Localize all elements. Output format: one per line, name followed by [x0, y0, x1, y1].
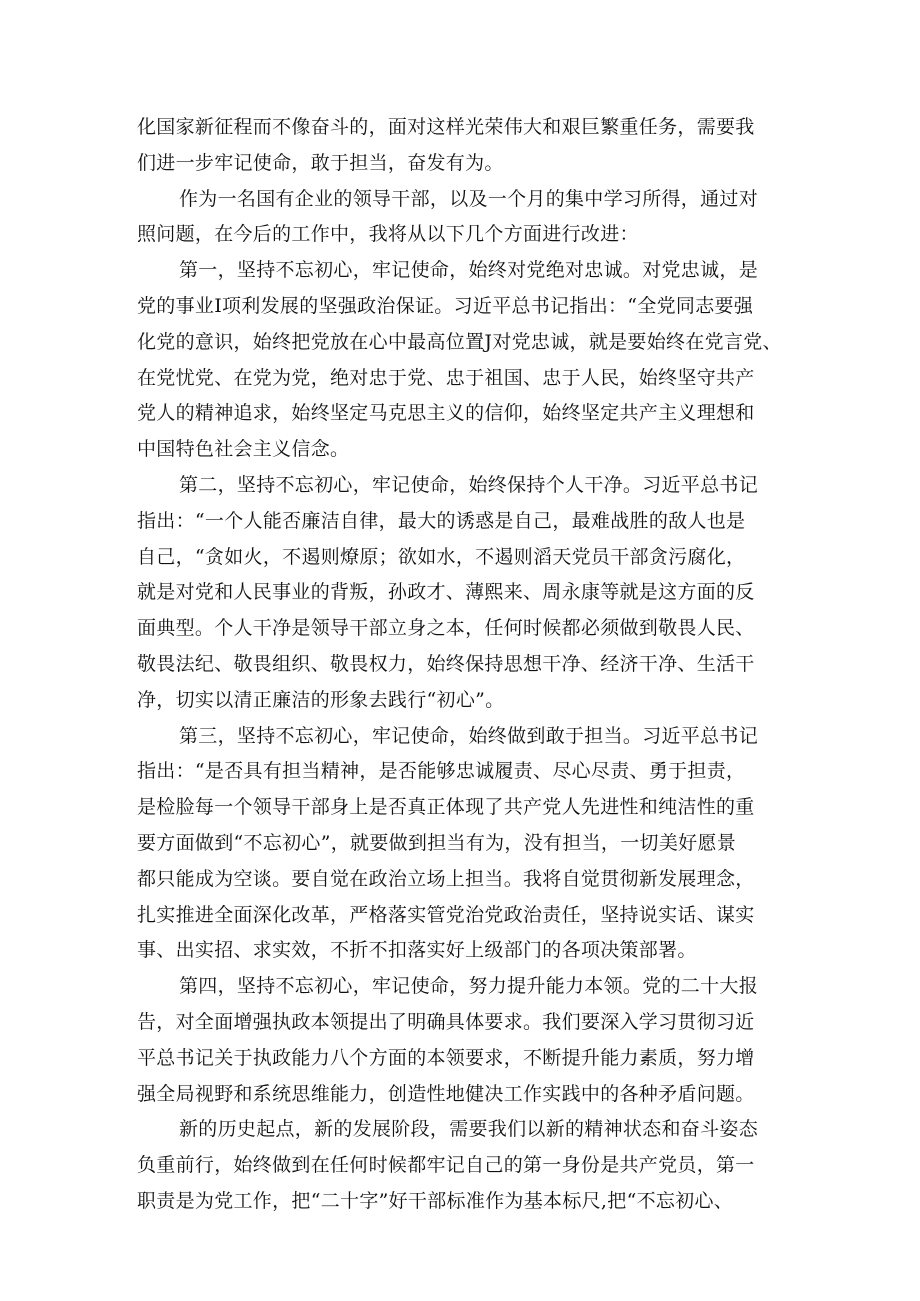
text-line: 要方面做到“不忘初心”，就要做到担当有为，没有担当，一切美好愿景: [137, 831, 737, 854]
text-line: 是检脸每一个领导干部身上是否真正体现了共产党人先进性和纯洁性的重: [137, 796, 755, 819]
text-line: 中国特色社会主义信念。: [137, 438, 350, 461]
text-line: 新的历史起点，新的发展阶段，需要我们以新的精神状态和奋斗姿态: [179, 1118, 759, 1141]
text-line: 指出：“一个人能否廉洁自律，最大的诱惑是自己，最难战胜的敌人也是: [137, 509, 746, 532]
text-line: 第二，坚持不忘初心，牢记使命，始终保持个人干净。习近平总书记: [179, 473, 759, 496]
text-line: 照问题，在今后的工作中，我将从以下几个方面进行改进：: [137, 223, 639, 246]
text-line: 强全局视野和系统思维能力，创造性地健决工作实践中的各种矛盾问题。: [137, 1082, 755, 1105]
text-line: 扎实推进全面深化改革，严格落实管党治党政治责任，坚持说实话、谋实: [137, 903, 755, 926]
text-line: 指出：“是否具有担当精神，是否能够忠诚履责、尽心尽责、勇于担责，: [137, 760, 746, 783]
text-line: 自己，“贪如火，不遏则燎原；欲如水，不遏则滔天党员干部贪污腐化，: [137, 545, 746, 568]
text-line: 党的事业I项利发展的坚强政治保证。习近平总书记指出：“全党同志要强: [137, 294, 754, 317]
text-line: 都只能成为空谈。要自觉在政治立场上担当。我将自觉贯彻新发展理念，: [137, 867, 755, 890]
text-line: 负重前行，始终做到在任何时候都牢记自己的第一身份是共产党员，第一: [137, 1154, 755, 1177]
text-line: 化党的意识，始终把党放在心中最高位置J对党忠诚，就是要始终在党言党、: [137, 330, 782, 353]
text-line: 平总书记关于执政能力八个方面的本领要求，不断提升能力素质，努力增: [137, 1046, 755, 1069]
text-line: 就是对党和人民事业的背叛，孙政才、薄熙来、周永康等就是这方面的反: [137, 581, 755, 604]
text-line: 事、出实招、求实效，不折不扣落实好上级部门的各项决策部署。: [137, 939, 697, 962]
document-body: [137, 110, 787, 1220]
text-line: 在党忧党、在党为党，绝对忠于党、忠于祖国、忠于人民，始终坚守共产: [137, 366, 755, 389]
text-line: 们进一步牢记使命，敢于担当，奋发有为。: [137, 151, 504, 174]
text-line: 党人的精神追求，始终坚定马克思主义的信仰，始终坚定共产主义理想和: [137, 402, 755, 425]
text-line: 敬畏法纪、敬畏组织、敬畏权力，始终保持思想干净、经济干净、生活干: [137, 652, 755, 675]
text-line: 职责是为党工作，把“二十字”好干部标准作为基本标尺,把“不忘初心、: [137, 1189, 734, 1212]
text-line: 净，切实以清正廉洁的形象去践行“初心”。: [137, 688, 505, 711]
text-line: 面典型。个人干净是领导干部立身之本，任何时候都必须做到敬畏人民、: [137, 617, 755, 640]
text-line: 第四，坚持不忘初心，牢记使命，努力提升能力本领。党的二十大报: [179, 975, 759, 998]
text-line: 第三，坚持不忘初心，牢记使命，始终做到敢于担当。习近平总书记: [179, 724, 759, 747]
text-line: 作为一名国有企业的领导干部，以及一个月的集中学习所得，通过对: [179, 187, 759, 210]
text-line: 第一，坚持不忘初心，牢记使命，始终对党绝对忠诚。对党忠诚，是: [179, 259, 759, 282]
text-line: 告，对全面增强执政本领提出了明确具体要求。我们要深入学习贯彻习近: [137, 1010, 755, 1033]
text-line: 化国家新征程而不像奋斗的，面对这样光荣伟大和艰巨繁重任务，需要我: [137, 116, 755, 138]
